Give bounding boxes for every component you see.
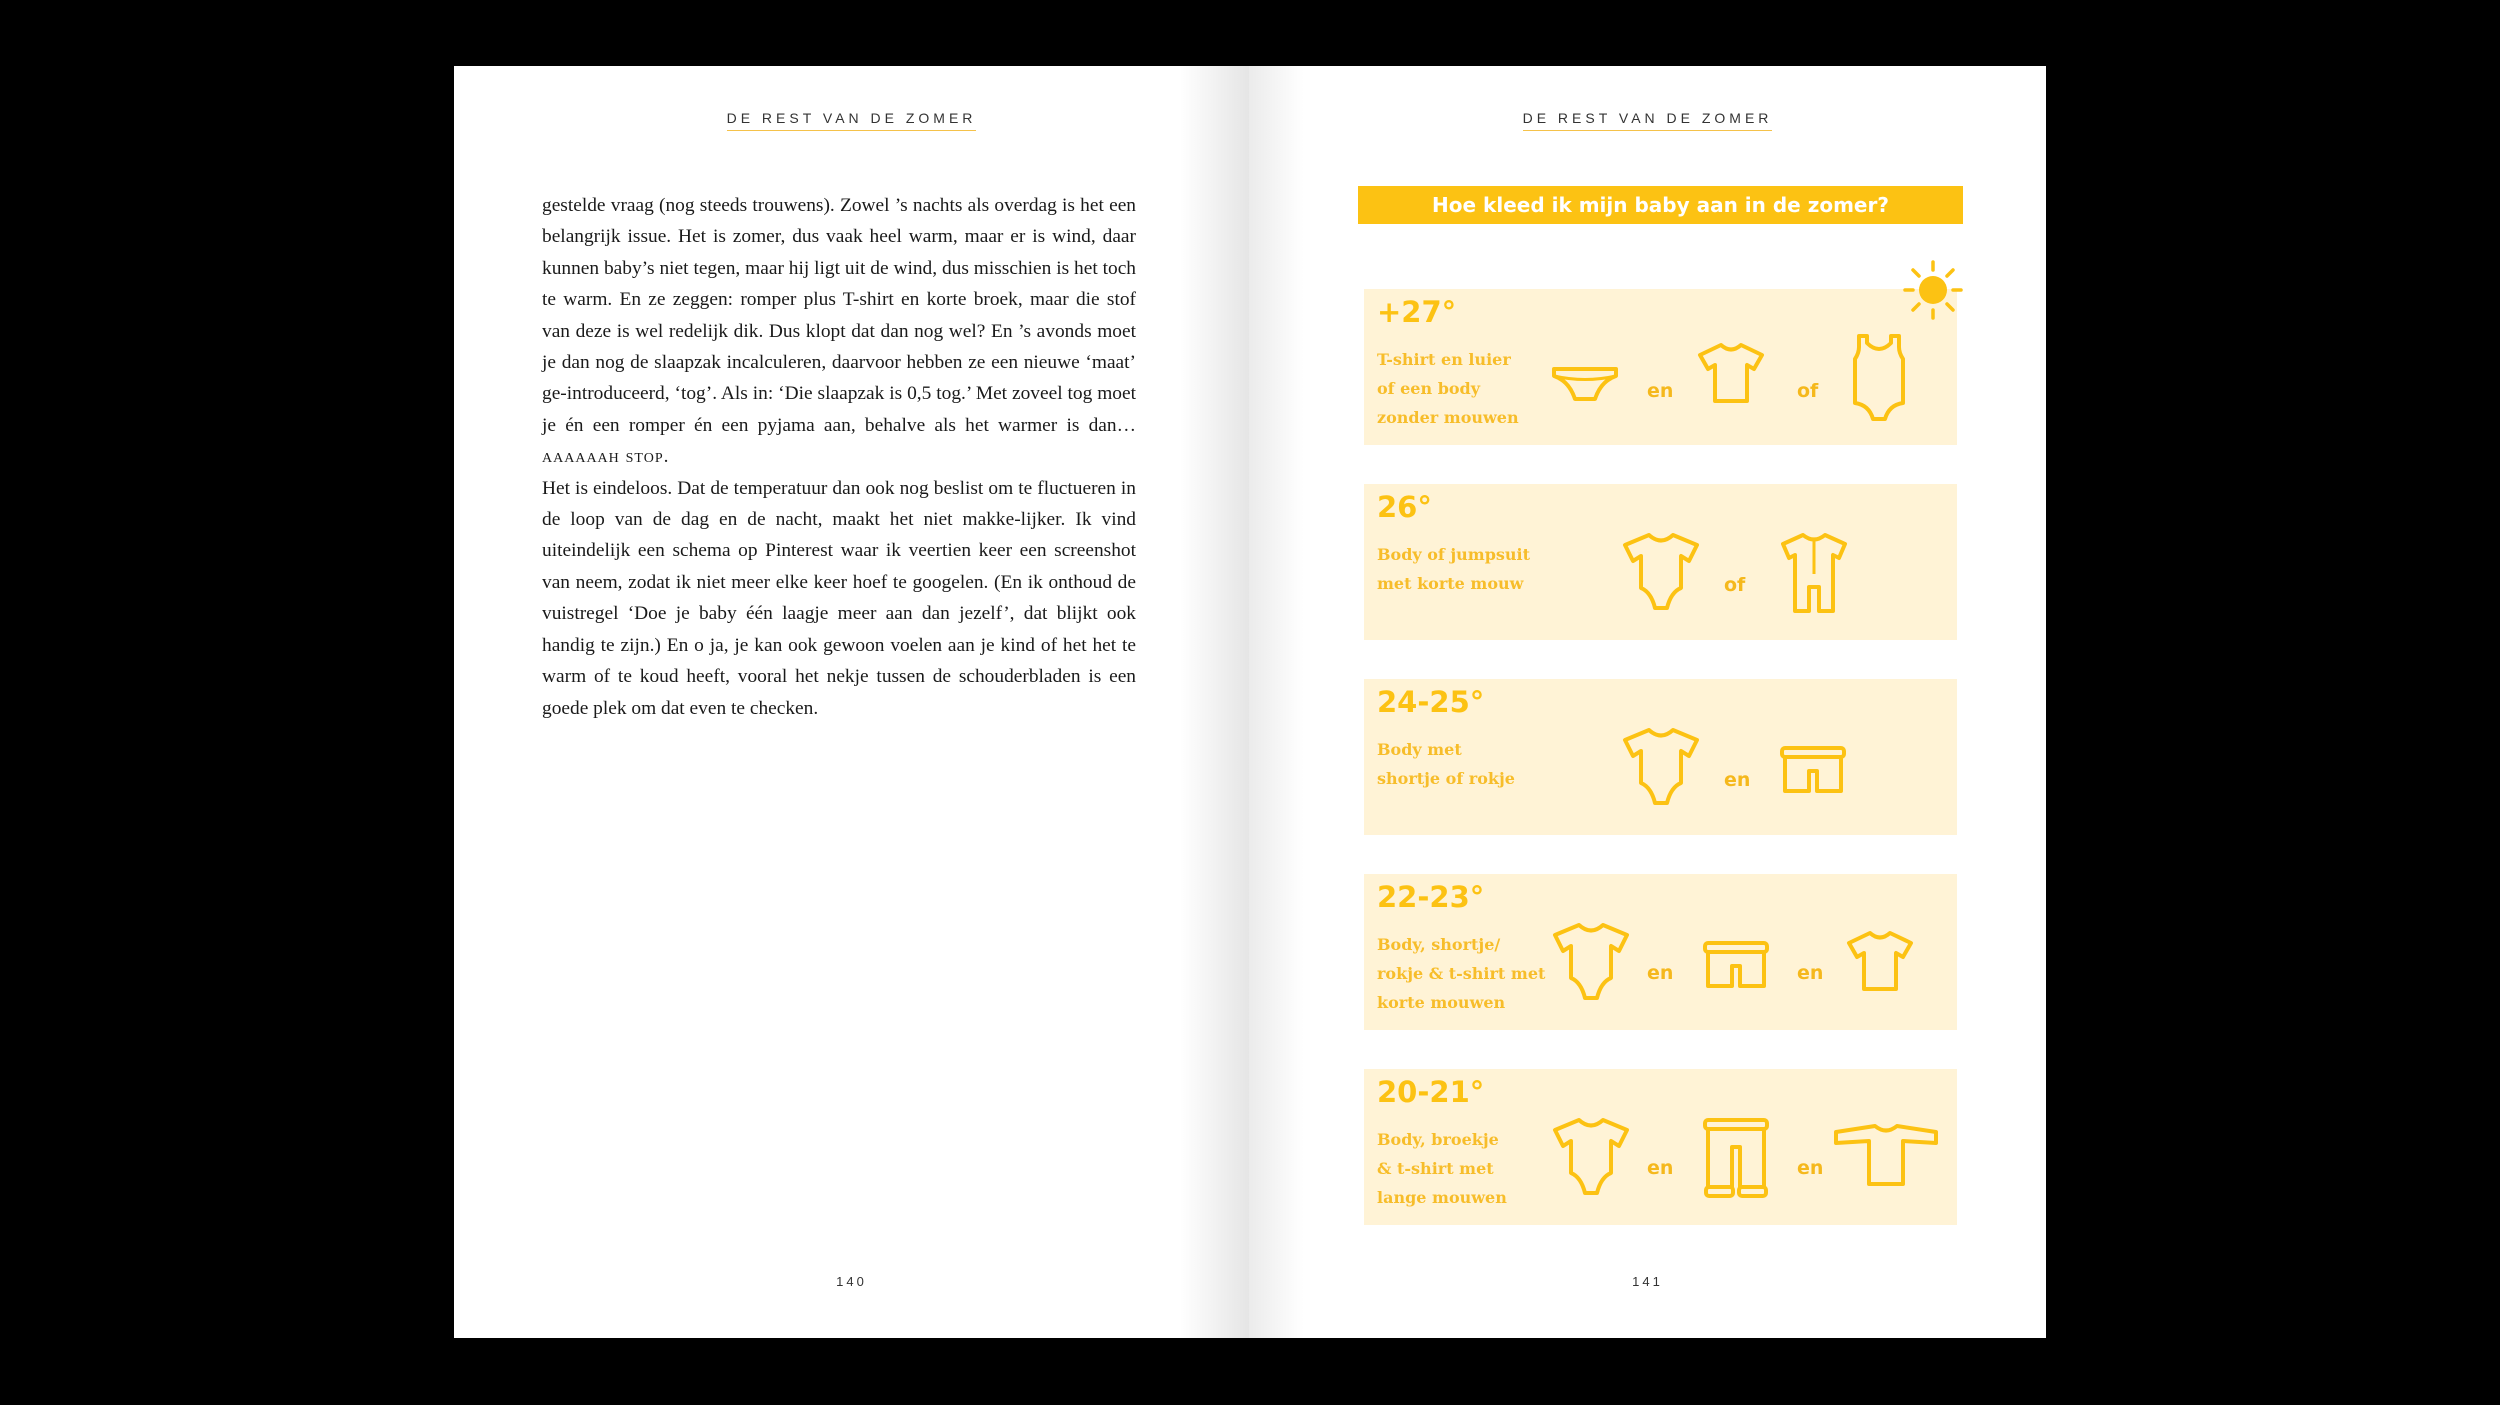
- clothing-description: T-shirt en luier of een body zonder mouwen: [1377, 350, 1519, 427]
- page-number: 141: [1632, 1274, 1663, 1289]
- clothing-row: [1364, 874, 1957, 1030]
- body-text: [542, 190, 1136, 724]
- paragraph-2: Het is eindeloos. Dat de temperatuur dan ook nog beslist om te fluctueren in de loop van de dag en de nacht, maakt het niet makke-lijker. Ik vind uiteindelijk een schema op Pinterest waar ik veertien keer een screenshot van neem, zodat ik niet meer elke keer hoef te googelen. (En ik onthoud de vuistregel ‘Doe je baby één laagje meer aan dan jezelf’, dat blijkt ook handig te zijn.) En o ja, je kan ook gewoon voelen aan je kind of het het te warm of te koud heeft, vooral het nekje tussen de schouderbladen is een goede plek om dat even te checken.: [542, 477, 1136, 719]
- paragraph-1-smallcaps: aaaaaah stop.: [542, 446, 670, 468]
- running-head-text: DE REST VAN DE ZOMER: [1523, 110, 1773, 131]
- page-number: 140: [836, 1274, 867, 1289]
- running-head: [454, 110, 1249, 131]
- onesie-icon: [1621, 727, 1701, 807]
- tshirt-icon: [1697, 342, 1765, 404]
- connector-word: of: [1797, 380, 1819, 402]
- clothing-description: Body met shortje of rokje: [1377, 740, 1515, 788]
- sun-icon: [1903, 260, 1963, 325]
- shorts-icon: [1702, 940, 1770, 990]
- gutter-shadow: [1249, 66, 1304, 1338]
- onesie-icon: [1551, 922, 1631, 1002]
- right-page: [1249, 66, 2046, 1338]
- clothing-description: Body, shortje/ rokje & t-shirt met korte mouwen: [1377, 935, 1546, 1012]
- paragraph-1-text: gestelde vraag (nog steeds trouwens). Zowel ’s nachts als overdag is het een belangrijk issue. Het is zomer, dus vaak heel warm, maar er is wind, daar kunnen baby’s niet tegen, maar hij ligt uit de wind, dus misschien is het toch te warm. En ze zeggen: romper plus T-shirt en korte broek, maar die stof van deze is wel redelijk dik. Dus klopt dat dan nog wel? En ’s avonds moet je dan nog de slaapzak incalculeren, daarvoor hebben ze een nieuwe ‘maat’ ge-introduceerd, ‘tog’. Als in: ‘Die slaapzak is 0,5 tog.’ Met zoveel tog moet je én een romper én een pyjama aan, behalve als het warmer is dan…: [542, 195, 1136, 436]
- tshirt-icon: [1846, 930, 1914, 992]
- connector-word: en: [1797, 962, 1824, 984]
- left-page: [454, 66, 1249, 1338]
- temperature-label: 22-23°: [1377, 880, 1485, 914]
- clothing-description: Body, broekje & t-shirt met lange mouwen: [1377, 1130, 1507, 1207]
- connector-word: en: [1724, 769, 1751, 791]
- onesie-icon: [1551, 1117, 1631, 1197]
- connector-word: en: [1647, 380, 1674, 402]
- sleeveless-body-icon: [1851, 333, 1907, 423]
- temperature-label: 26°: [1377, 490, 1432, 524]
- connector-word: en: [1647, 1157, 1674, 1179]
- pants-icon: [1702, 1117, 1770, 1199]
- shorts-icon: [1779, 745, 1847, 795]
- connector-word: en: [1647, 962, 1674, 984]
- paragraph-1: [542, 190, 1136, 473]
- clothing-row: [1364, 679, 1957, 835]
- connector-word: en: [1797, 1157, 1824, 1179]
- temperature-label: 24-25°: [1377, 685, 1485, 719]
- onesie-icon: [1621, 532, 1701, 612]
- temperature-label: 20-21°: [1377, 1075, 1485, 1109]
- clothing-row: [1364, 1069, 1957, 1225]
- clothing-row: [1364, 484, 1957, 640]
- diaper-icon: [1551, 365, 1619, 403]
- gutter-shadow: [1179, 66, 1249, 1338]
- running-head-text: DE REST VAN DE ZOMER: [727, 110, 977, 131]
- infographic-title: Hoe kleed ik mijn baby aan in de zomer?: [1358, 186, 1963, 224]
- longsleeve-icon: [1833, 1123, 1939, 1187]
- running-head: [1249, 110, 2046, 131]
- temperature-label: +27°: [1377, 295, 1457, 329]
- clothing-description: Body of jumpsuit met korte mouw: [1377, 545, 1531, 593]
- clothing-row: [1364, 289, 1957, 445]
- jumpsuit-icon: [1779, 532, 1849, 614]
- connector-word: of: [1724, 574, 1746, 596]
